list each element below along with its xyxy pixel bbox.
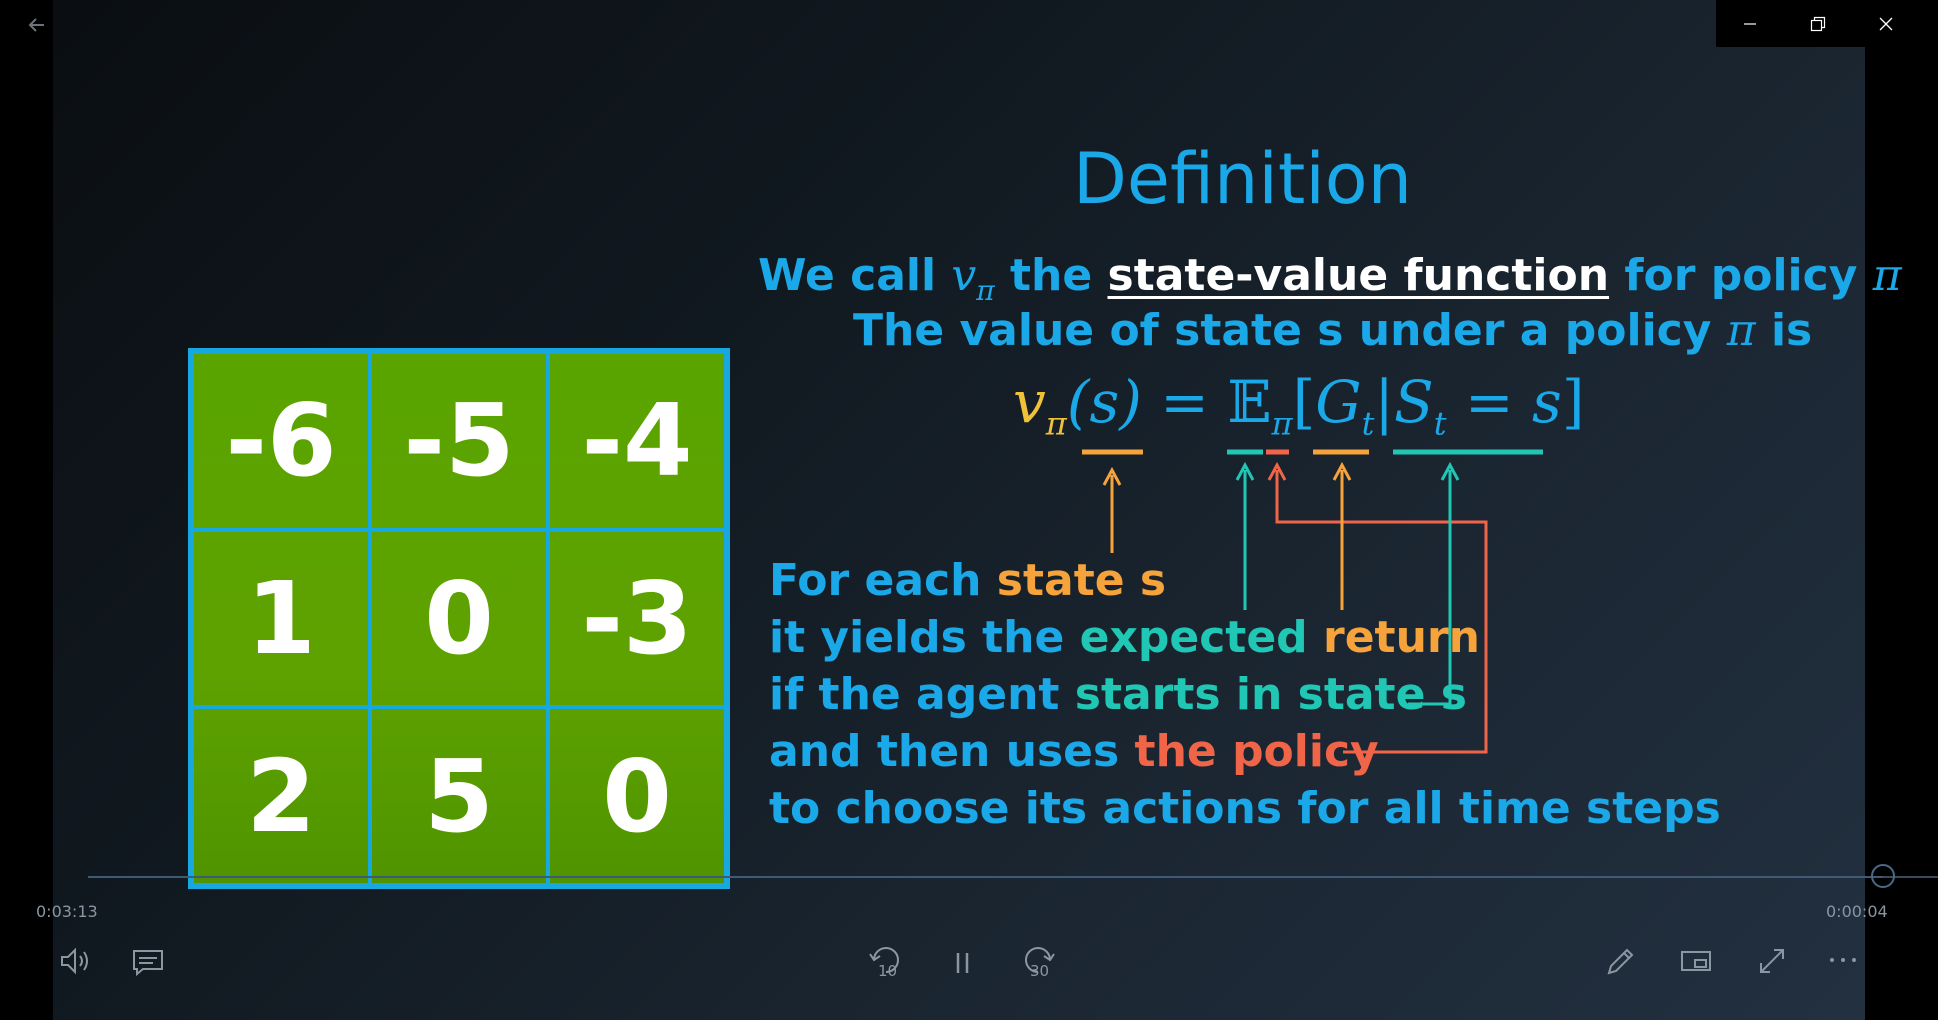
- pencil-icon: [1603, 945, 1637, 979]
- explanation-line: [769, 612, 1721, 669]
- captions-icon: [131, 948, 165, 976]
- mini-view-icon: [1680, 948, 1712, 976]
- formula: $v_\pi(s)$ = $𝔼_\pi[G_t|S_t = s]$: [1013, 368, 1585, 443]
- grid-cell: -3: [548, 530, 726, 708]
- grid-cell: 5: [370, 707, 548, 885]
- explanation-block: [769, 555, 1721, 840]
- explanation-fragment: expected: [1079, 612, 1308, 663]
- restore-button[interactable]: [1784, 0, 1852, 47]
- minimize-button[interactable]: [1716, 0, 1784, 47]
- definition-line-1: We call $v_\pi$ the state-value function for policy π: [758, 250, 1902, 307]
- grid-cell: 0: [548, 707, 726, 885]
- forward-label: 30: [1030, 962, 1050, 980]
- explanation-line: [769, 555, 1721, 612]
- rewind-10-button[interactable]: [866, 942, 906, 982]
- grid-cell: 2: [192, 707, 370, 885]
- grid-cell: -6: [192, 352, 370, 530]
- rewind-label: 10: [878, 962, 898, 980]
- explanation-fragment: if the agent: [769, 669, 1075, 720]
- close-button[interactable]: [1852, 0, 1920, 47]
- explanation-line: [769, 726, 1721, 783]
- explanation-fragment: it yields the: [769, 612, 1080, 663]
- seek-thumb[interactable]: [1871, 864, 1895, 888]
- explanation-line: [769, 669, 1721, 726]
- state-value-function-term: state-value function: [1107, 250, 1610, 301]
- volume-button[interactable]: [58, 945, 94, 981]
- back-arrow-icon: [22, 10, 52, 40]
- grid-cell: 0: [370, 530, 548, 708]
- explanation-fragment: starts in state s: [1074, 669, 1467, 720]
- more-options-button[interactable]: [1826, 950, 1860, 974]
- volume-icon: [58, 945, 94, 977]
- expand-icon: [1756, 945, 1788, 977]
- pause-button[interactable]: [948, 948, 978, 982]
- mini-view-button[interactable]: [1680, 948, 1712, 980]
- draw-button[interactable]: [1603, 945, 1637, 983]
- slide-title: Definition: [1073, 138, 1412, 220]
- explanation-fragment: state s: [996, 555, 1167, 606]
- elapsed-time: 0:03:13: [36, 902, 98, 921]
- explanation-line: [769, 783, 1721, 840]
- explanation-fragment: For each: [769, 555, 997, 606]
- explanation-fragment: to choose its actions for all time steps: [769, 783, 1721, 834]
- captions-button[interactable]: [131, 948, 165, 980]
- seek-bar-fill: [88, 876, 1883, 878]
- grid-cell: -4: [548, 352, 726, 530]
- remaining-time: 0:00:04: [1826, 902, 1888, 921]
- video-frame[interactable]: [36, 0, 1902, 1020]
- grid-cell: 1: [192, 530, 370, 708]
- minimize-icon: [1743, 17, 1757, 31]
- fullscreen-button[interactable]: [1756, 945, 1788, 981]
- restore-icon: [1810, 16, 1826, 32]
- window-caption-bar: [1716, 0, 1920, 47]
- close-icon: [1878, 16, 1894, 32]
- state-value-grid: [188, 348, 730, 889]
- grid-cell: -5: [370, 352, 548, 530]
- more-icon: [1826, 950, 1860, 970]
- pause-icon: [948, 948, 978, 978]
- back-button[interactable]: [22, 10, 52, 40]
- definition-line-2: The value of state s under a policy π is: [853, 305, 1813, 356]
- explanation-fragment: the policy: [1134, 726, 1379, 777]
- explanation-fragment: and then uses: [769, 726, 1135, 777]
- forward-30-button[interactable]: [1018, 942, 1058, 982]
- explanation-fragment: return: [1307, 612, 1480, 663]
